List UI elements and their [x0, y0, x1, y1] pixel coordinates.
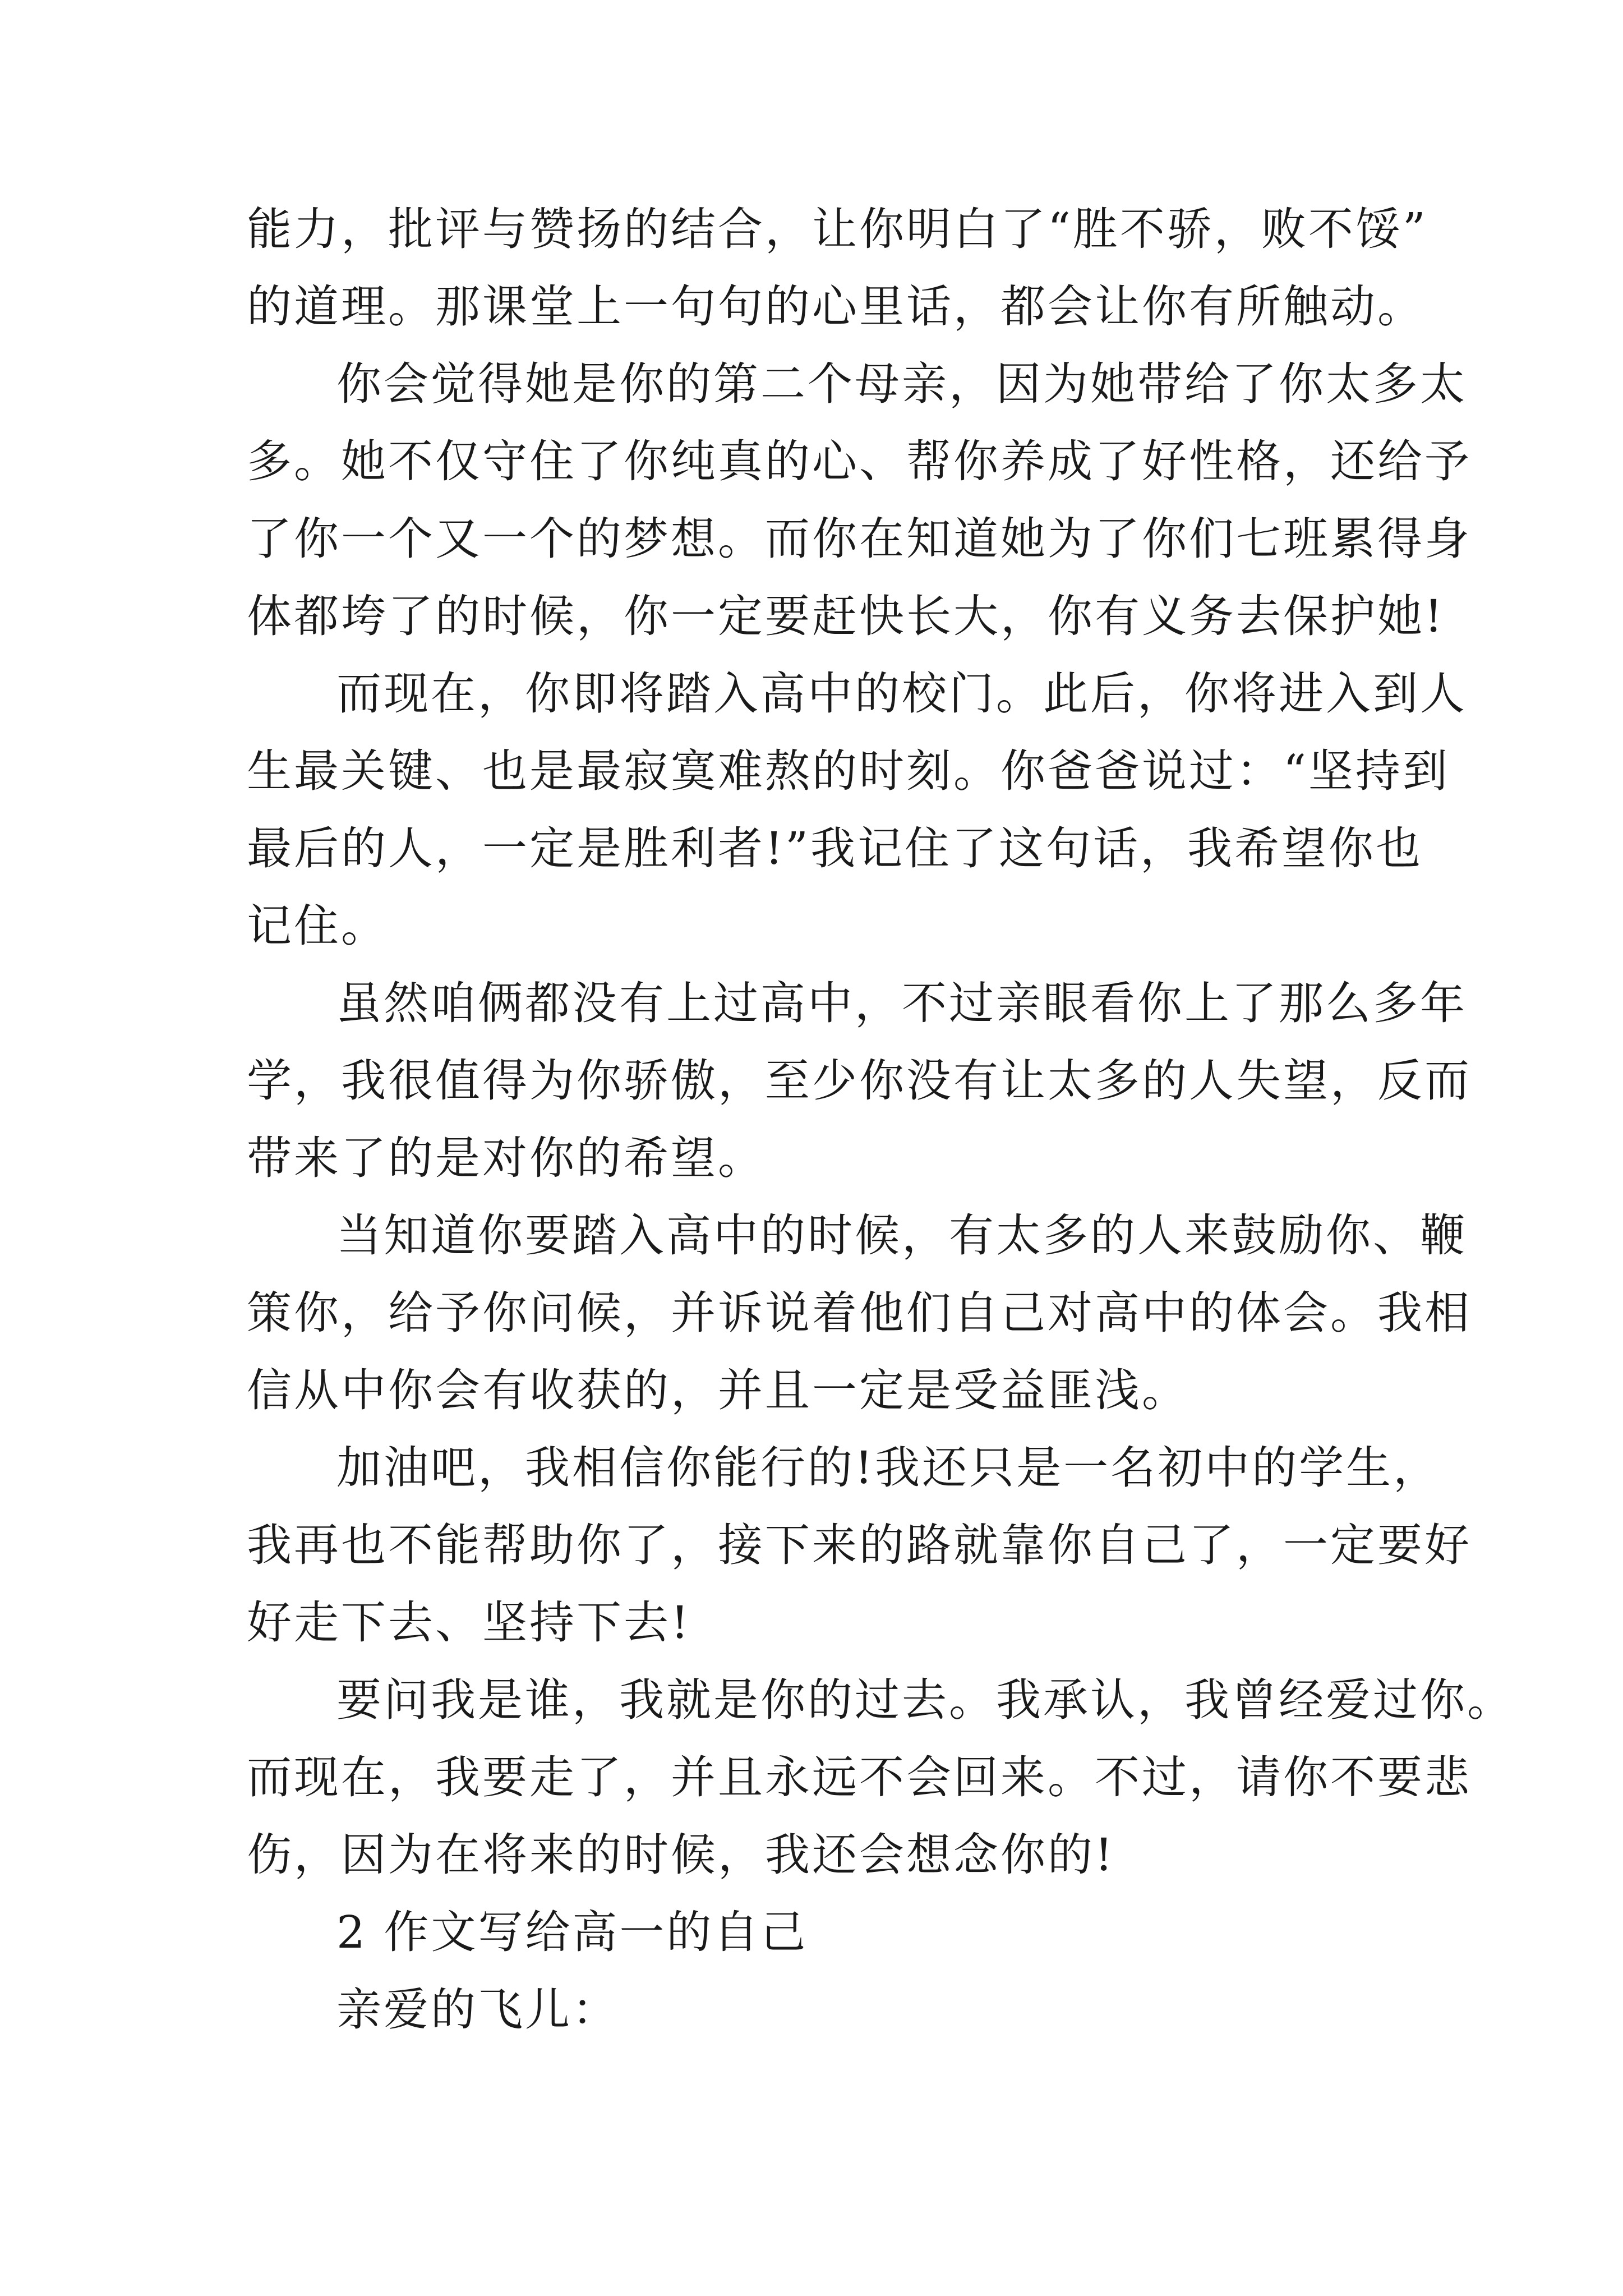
text-line: 了你一个又一个的梦想。而你在知道她为了你们七班累得身 [247, 513, 1472, 565]
text-line: 加油吧，我相信你能行的!我还只是一名初中的学生， [336, 1442, 1441, 1494]
text-line: 当知道你要踏入高中的时候，有太多的人来鼓励你、鞭 [336, 1209, 1467, 1262]
text-line: 带来了的是对你的希望。 [247, 1132, 765, 1184]
text-line: 记住。 [247, 900, 388, 952]
text-line: 多。她不仅守住了你纯真的心、帮你养成了好性格，还给予 [247, 435, 1472, 487]
text-line: 我再也不能帮助你了，接下来的路就靠你自己了，一定要好 [247, 1519, 1472, 1571]
document-body [247, 191, 1514, 2049]
text-line: 要问我是谁，我就是你的过去。我承认，我曾经爱过你。 [336, 1674, 1514, 1726]
text-line: 伤，因为在将来的时候，我还会想念你的! [247, 1829, 1115, 1881]
text-line: 能力，批评与赞扬的结合，让你明白了“胜不骄，败不馁” [247, 203, 1428, 255]
text-line: 2 作文写给高一的自己 [336, 1906, 808, 1958]
text-line: 学，我很值得为你骄傲，至少你没有让太多的人失望，反而 [247, 1055, 1472, 1107]
text-line: 生最关键、也是最寂寞难熬的时刻。你爸爸说过：“坚持到 [247, 745, 1450, 797]
text-line: 策你，给予你问候，并诉说着他们自己对高中的体会。我相 [247, 1287, 1472, 1339]
text-line: 的道理。那课堂上一句句的心里话，都会让你有所触动。 [247, 280, 1424, 333]
text-line: 体都垮了的时候，你一定要赶快长大，你有义务去保护她! [247, 590, 1445, 642]
text-line: 而现在，你即将踏入高中的校门。此后，你将进入到人 [336, 668, 1467, 720]
text-line: 最后的人，一定是胜利者!”我记住了这句话，我希望你也 [247, 822, 1423, 875]
text-line: 你会觉得她是你的第二个母亲，因为她带给了你太多太 [336, 358, 1467, 410]
text-line: 而现在，我要走了，并且永远不会回来。不过，请你不要悲 [247, 1751, 1472, 1803]
text-line: 虽然咱俩都没有上过高中，不过亲眼看你上了那么多年 [336, 977, 1467, 1029]
text-line: 好走下去、坚持下去! [247, 1596, 691, 1649]
text-line: 信从中你会有收获的，并且一定是受益匪浅。 [247, 1364, 1189, 1416]
text-line: 亲爱的飞儿： [336, 1984, 619, 2036]
